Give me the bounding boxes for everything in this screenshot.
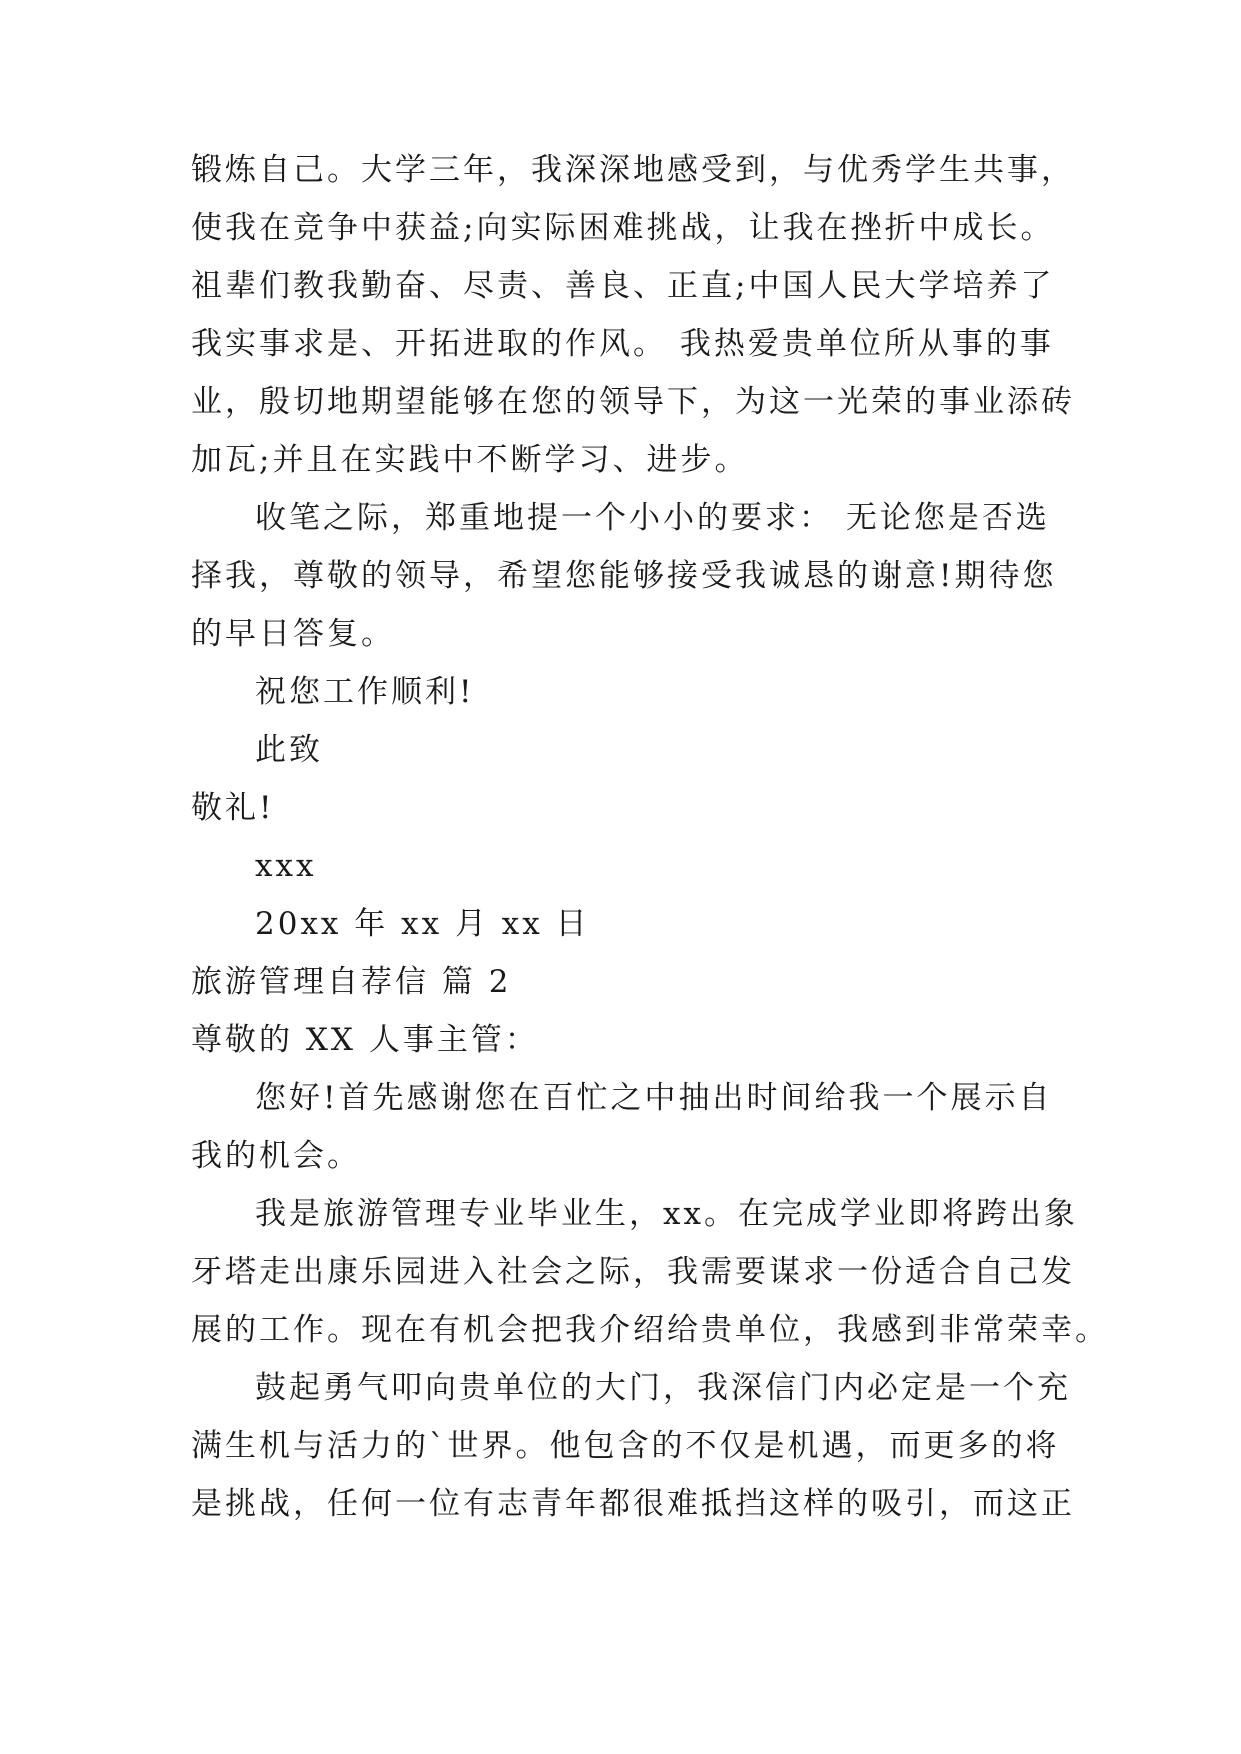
text-line: 祖辈们教我勤奋、尽责、善良、正直;中国人民大学培养了 xyxy=(191,268,1055,304)
text-line: 鼓起勇气叩向贵单位的大门，我深信门内必定是一个充 xyxy=(255,1370,1071,1406)
text-line: 锻炼自己。大学三年，我深深地感受到，与优秀学生共事， xyxy=(191,152,1075,188)
text-line: 您好!首先感谢您在百忙之中抽出时间给我一个展示自 xyxy=(255,1080,1053,1116)
text-line: 收笔之际，郑重地提一个小小的要求： 无论您是否选 xyxy=(255,500,1050,536)
text-line: 的早日答复。 xyxy=(191,616,395,652)
text-line: 业，殷切地期望能够在您的领导下，为这一光荣的事业添砖 xyxy=(191,384,1075,420)
closing-salutation: 此致 xyxy=(255,732,323,768)
text-line: 我的机会。 xyxy=(191,1138,361,1174)
text-line: 使我在竞争中获益;向实际困难挑战，让我在挫折中成长。 xyxy=(191,210,1055,246)
text-line: 是挑战，任何一位有志青年都很难抵挡这样的吸引，而这正 xyxy=(191,1486,1075,1522)
text-line: 加瓦;并且在实践中不断学习、进步。 xyxy=(191,442,749,478)
text-line: 我是旅游管理专业毕业生，xx。在完成学业即将跨出象 xyxy=(255,1196,1078,1232)
text-line: 我实事求是、开拓进取的作风。 我热爱贵单位所从事的事 xyxy=(191,326,1054,362)
closing-respect: 敬礼! xyxy=(191,790,275,826)
greeting: 尊敬的 XX 人事主管： xyxy=(191,1022,539,1058)
closing-wish: 祝您工作顺利! xyxy=(255,674,475,710)
signature-date: 20xx 年 xx 月 xx 日 xyxy=(255,906,590,942)
text-line: 牙塔走出康乐园进入社会之际，我需要谋求一份适合自己发 xyxy=(191,1254,1075,1290)
signature-name: xxx xyxy=(255,848,317,884)
text-line: 择我，尊敬的领导，希望您能够接受我诚恳的谢意!期待您 xyxy=(191,558,1057,594)
section-title: 旅游管理自荐信 篇 2 xyxy=(191,964,512,1000)
text-line: 展的工作。现在有机会把我介绍给贵单位，我感到非常荣幸。 xyxy=(191,1312,1109,1348)
text-line: 满生机与活力的`世界。他包含的不仅是机遇，而更多的将 xyxy=(191,1428,1060,1464)
